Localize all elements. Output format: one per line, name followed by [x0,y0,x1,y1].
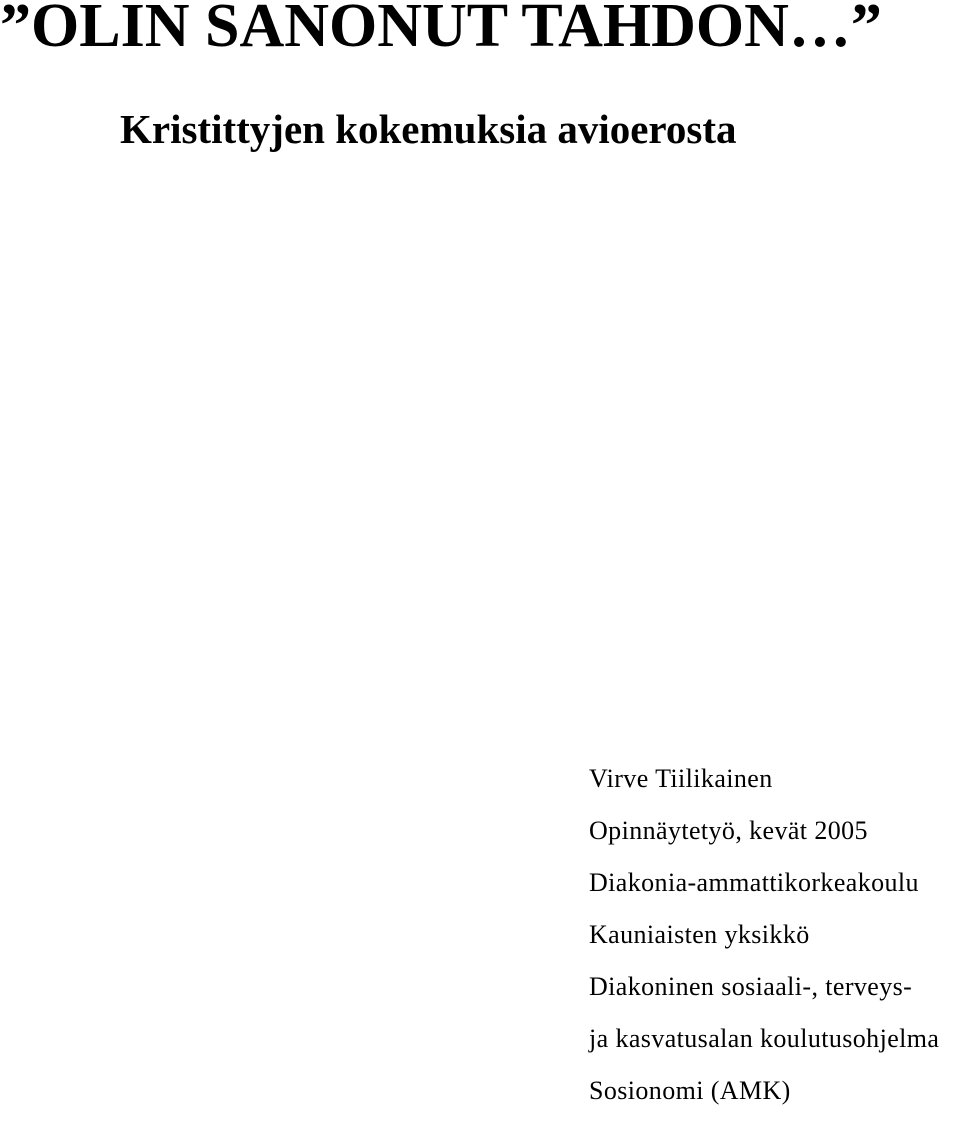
degree-programme-line-1: Diakoninen sosiaali-, terveys- [589,972,913,1001]
author-name: Virve Tiilikainen [589,764,773,793]
institution-name: Diakonia-ammattikorkeakoulu [589,868,919,897]
document-subtitle: Kristittyjen kokemuksia avioerosta [120,106,737,152]
degree-programme-line-2: ja kasvatusalan koulutusohjelma [589,1024,940,1053]
degree-title: Sosionomi (AMK) [589,1076,791,1105]
thesis-type-date: Opinnäytetyö, kevät 2005 [589,816,868,845]
document-title: ”OLIN SANONUT TAHDON…” [0,0,882,60]
campus-unit: Kauniaisten yksikkö [589,920,810,949]
author-info-block [589,766,939,1130]
